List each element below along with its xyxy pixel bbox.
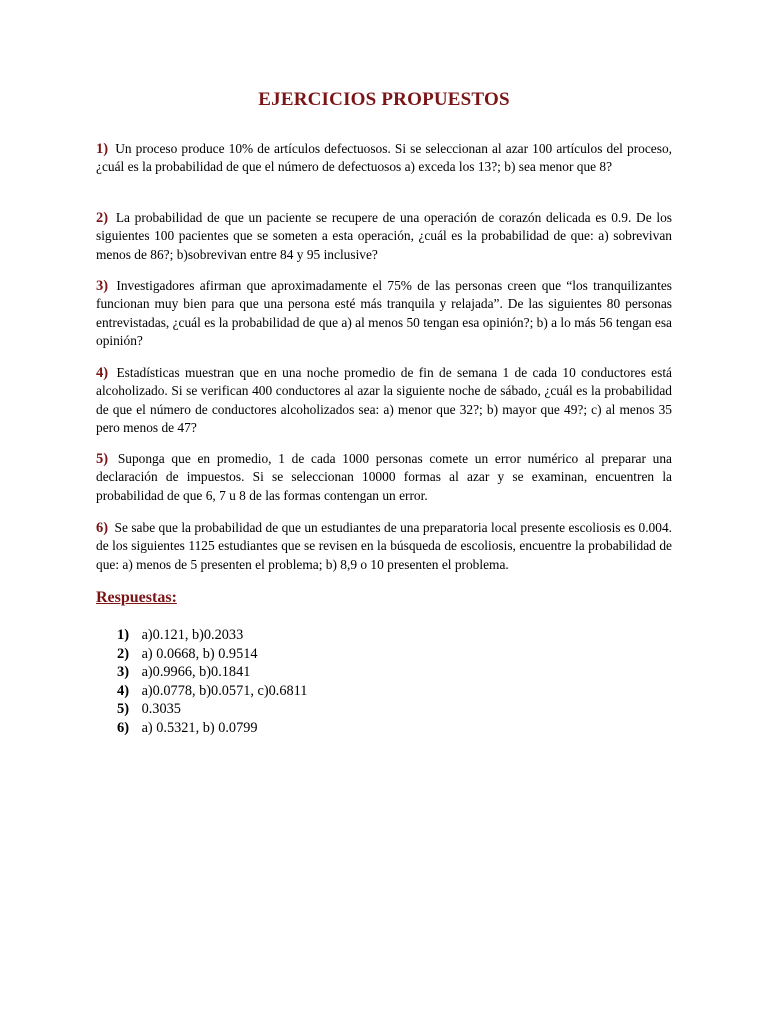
- answer-number: 4): [117, 682, 130, 699]
- exercise-number: 1): [96, 141, 109, 157]
- answer-item: [117, 682, 307, 701]
- exercise-4: [96, 364, 672, 438]
- exercise-number: 2): [96, 210, 109, 226]
- answer-number: 2): [117, 645, 130, 662]
- exercise-text: Un proceso produce 10% de artículos defectuosos. Si se seleccionan al azar 100 artículos del proceso, ¿cuál es la probabilidad de que el número de defectuosos a) exceda los 13?; b) sea menor que 8?: [96, 141, 672, 175]
- answers-heading: Respuestas:: [96, 589, 177, 606]
- exercise-6: [96, 519, 672, 574]
- answer-number: 3): [117, 664, 130, 681]
- exercise-number: 6): [96, 520, 109, 536]
- answer-item: [117, 663, 307, 682]
- answer-number: 5): [117, 701, 130, 718]
- answer-text: a) 0.5321, b) 0.0799: [141, 719, 258, 736]
- answer-number: 1): [117, 627, 130, 643]
- exercise-text: La probabilidad de que un paciente se recupere de una operación de corazón delicada es 0.9. De los siguientes 100 pacientes que se someten a esta operación, ¿cuál es la probabilidad de que: a) sobrevivan menos de 86?; b)sobrevivan entre 84 y 95 inclusive?: [96, 210, 672, 262]
- exercise-3: [96, 277, 672, 351]
- exercise-5: [96, 450, 672, 505]
- exercise-1: [96, 140, 672, 177]
- page-title: EJERCICIOS PROPUESTOS: [258, 89, 510, 110]
- answer-item: [117, 626, 307, 645]
- answer-text: a) 0.0668, b) 0.9514: [141, 645, 258, 662]
- answer-text: a)0.9966, b)0.1841: [141, 664, 251, 681]
- exercise-text: Investigadores afirman que aproximadamente el 75% de las personas creen que “los tranquilizantes funcionan muy bien para que una persona esté más tranquila y relajada”. De las siguientes 80 personas entrevistadas, ¿cuál es la probabilidad de que a) al menos 50 tengan esa opinión?; b) a lo más 56 tengan esa opinión?: [96, 278, 672, 349]
- answers-list: [117, 626, 307, 738]
- answer-item: [117, 700, 307, 719]
- exercise-text: Se sabe que la probabilidad de que un estudiantes de una preparatoria local presente escoliosis es 0.004. de los siguientes 1125 estudiantes que se revisen en la búsqueda de escoliosis, encuentre la probabilidad de que: a) menos de 5 presenten el problema; b) 8,9 o 10 presenten el problema.: [96, 520, 672, 572]
- exercise-2: [96, 209, 672, 264]
- answer-item: [117, 645, 307, 664]
- exercise-number: 3): [96, 278, 109, 294]
- exercise-text: Estadísticas muestran que en una noche promedio de fin de semana 1 de cada 10 conductores está alcoholizado. Si se verifican 400 conductores al azar la siguiente noche de sábado, ¿cuál es la probabilidad de que el número de conductores alcoholizados sea: a) menor que 32?; b) mayor que 49?; c) al menos 35 pero menos de 47?: [96, 365, 672, 436]
- answer-text: a)0.0778, b)0.0571, c)0.6811: [141, 682, 308, 699]
- exercise-number: 5): [96, 451, 109, 467]
- exercise-text: Suponga que en promedio, 1 de cada 1000 personas comete un error numérico al preparar una declaración de impuestos. Si se seleccionan 10000 formas al azar y se examinan, encuentren la probabilidad de que 6, 7 u 8 de las formas contengan un error.: [96, 451, 672, 503]
- answer-text: a)0.121, b)0.2033: [141, 627, 244, 643]
- exercise-number: 4): [96, 365, 109, 381]
- answer-item: [117, 719, 307, 738]
- answer-number: 6): [117, 719, 130, 736]
- answer-text: 0.3035: [141, 701, 181, 718]
